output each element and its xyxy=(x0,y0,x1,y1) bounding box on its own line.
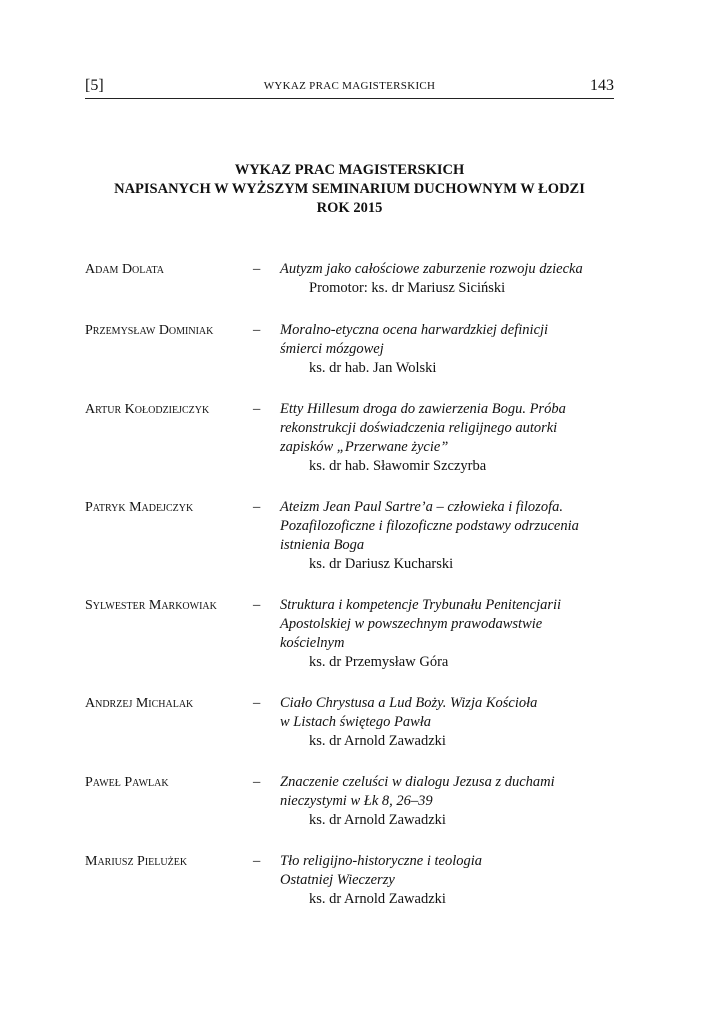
thesis-title-line: Znaczenie czeluści w dialogu Jezusa z duchami xyxy=(280,774,555,790)
thesis-title-line: Apostolskiej w powszechnym prawodawstwie xyxy=(280,616,543,632)
list-item xyxy=(85,400,625,476)
thesis-title-line: Ateizm Jean Paul Sartre’a – człowieka i filozofa. xyxy=(280,499,563,515)
list-item xyxy=(85,773,625,830)
section-number: [5] xyxy=(85,77,104,94)
author-name: Artur Kołodziejczyk xyxy=(85,402,210,417)
list-item xyxy=(85,321,625,378)
entry-body xyxy=(280,773,625,830)
separator-dash: – xyxy=(253,597,261,613)
thesis-title-line: istnienia Boga xyxy=(280,537,365,553)
thesis-title-line: Autyzm jako całościowe zaburzenie rozwoju dziecka xyxy=(280,261,583,277)
promoter: ks. dr Arnold Zawadzki xyxy=(309,812,446,828)
title-line-3: ROK 2015 xyxy=(316,200,383,216)
entry-body xyxy=(280,596,625,672)
entry-body xyxy=(280,498,625,574)
thesis-title-line: rekonstrukcji doświadczenia religijnego autorki xyxy=(280,420,558,436)
separator-dash: – xyxy=(253,774,261,790)
title-line-1: WYKAZ PRAC MAGISTERSKICH xyxy=(234,162,465,178)
list-item xyxy=(85,694,625,751)
entry-body xyxy=(280,260,625,298)
author-name: Sylwester Markowiak xyxy=(85,598,217,613)
thesis-title-line: Tło religijno-historyczne i teologia xyxy=(280,853,483,869)
separator-dash: – xyxy=(253,853,261,869)
entry-body xyxy=(280,694,625,751)
thesis-title-line: Ostatniej Wieczerzy xyxy=(280,872,395,888)
thesis-title-line: Moralno-etyczna ocena harwardzkiej definicji xyxy=(280,322,549,338)
separator-dash: – xyxy=(253,261,261,277)
separator-dash: – xyxy=(253,695,261,711)
thesis-title-line: kościelnym xyxy=(280,635,345,651)
thesis-title-line: Struktura i kompetencje Trybunału Penitencjarii xyxy=(280,597,562,613)
page-title xyxy=(85,161,614,218)
promoter: ks. dr hab. Jan Wolski xyxy=(309,360,437,376)
promoter: ks. dr Dariusz Kucharski xyxy=(309,556,454,572)
running-title: WYKAZ PRAC MAGISTERSKICH xyxy=(263,80,436,92)
author-name: Adam Dolata xyxy=(85,262,165,277)
author-name: Patryk Madejczyk xyxy=(85,500,194,515)
list-item xyxy=(85,260,625,298)
thesis-title-line: zapisków „Przerwane życie” xyxy=(280,439,449,455)
title-line-2: NAPISANYCH W WYŻSZYM SEMINARIUM DUCHOWNYM W ŁODZI xyxy=(114,181,585,197)
separator-dash: – xyxy=(253,401,261,417)
entry-body xyxy=(280,852,625,909)
separator-dash: – xyxy=(253,499,261,515)
author-name: Paweł Pawlak xyxy=(85,775,169,790)
thesis-title-line: Ciało Chrystusa a Lud Boży. Wizja Kościoła xyxy=(280,695,538,711)
entry-body xyxy=(280,400,625,476)
thesis-title-line: Pozafilozoficzne i filozoficzne podstawy odrzucenia xyxy=(280,518,579,534)
separator-dash: – xyxy=(253,322,261,338)
list-item xyxy=(85,852,625,909)
promoter: ks. dr Arnold Zawadzki xyxy=(309,733,446,749)
promoter: Promotor: ks. dr Mariusz Siciński xyxy=(309,280,506,296)
promoter: ks. dr hab. Sławomir Szczyrba xyxy=(309,458,487,474)
author-name: Mariusz Pielużek xyxy=(85,854,188,869)
entry-body xyxy=(280,321,625,378)
thesis-title-line: śmierci mózgowej xyxy=(280,341,384,357)
list-item xyxy=(85,596,625,672)
running-header xyxy=(85,74,614,99)
promoter: ks. dr Arnold Zawadzki xyxy=(309,891,446,907)
author-name: Przemysław Dominiak xyxy=(85,323,214,338)
thesis-title-line: Etty Hillesum droga do zawierzenia Bogu. Próba xyxy=(280,401,566,417)
promoter: ks. dr Przemysław Góra xyxy=(309,654,449,670)
thesis-title-line: w Listach świętego Pawła xyxy=(280,714,432,730)
page-number: 143 xyxy=(590,77,614,94)
thesis-title-line: nieczystymi w Łk 8, 26–39 xyxy=(280,793,433,809)
author-name: Andrzej Michalak xyxy=(85,696,194,711)
list-item xyxy=(85,498,625,574)
